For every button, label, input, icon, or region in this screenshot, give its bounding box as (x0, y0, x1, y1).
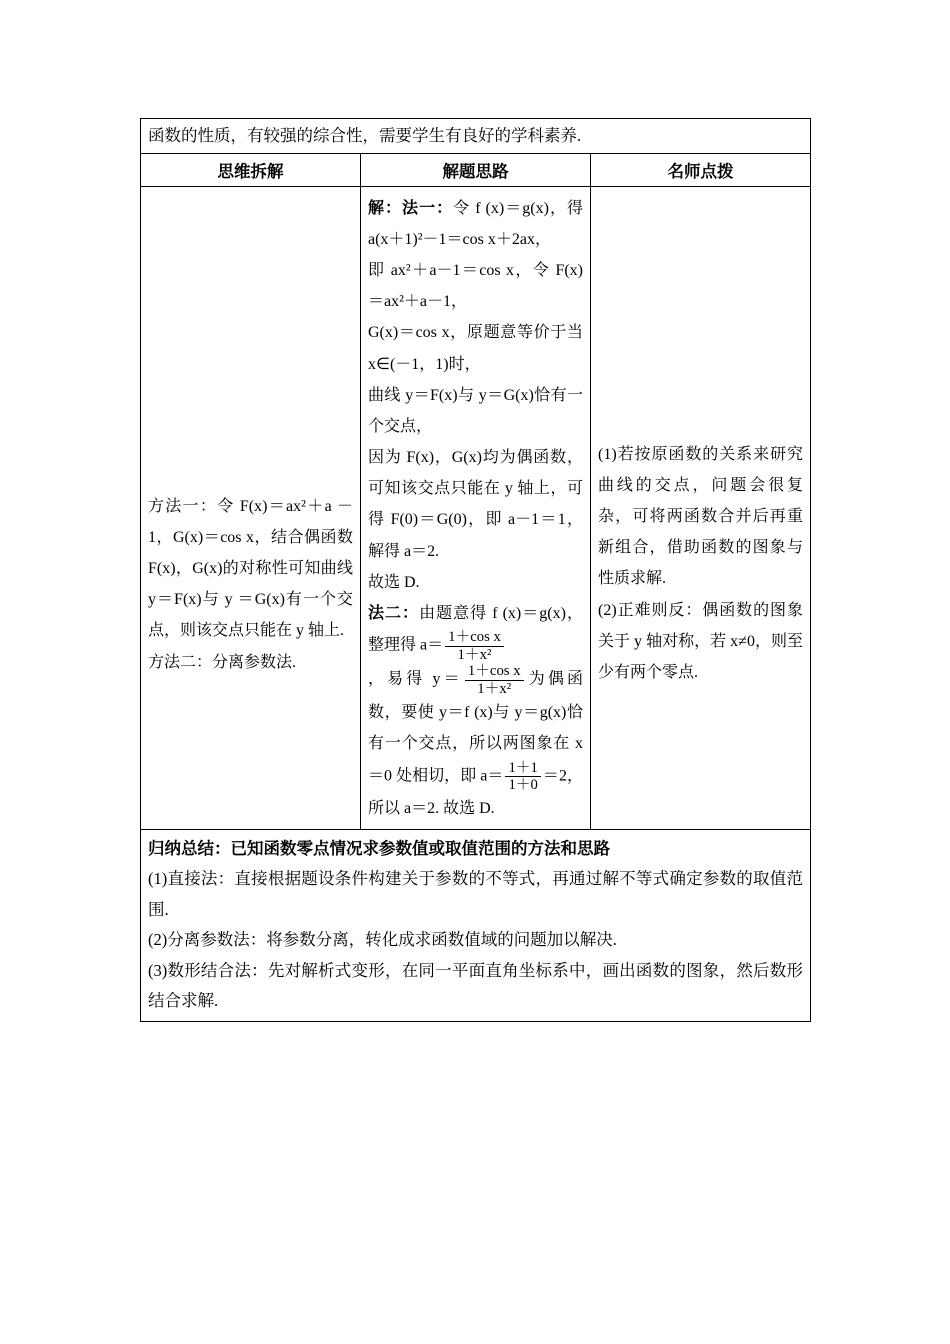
thinking-method-two-text: 分离参数法. (212, 653, 297, 671)
table-row-summary (141, 829, 811, 1021)
summary-heading (148, 834, 803, 865)
solution-line-7-text: 由题意得 f (x)＝g(x)，整理得 a＝ (368, 605, 583, 654)
solution-line-3: G(x)＝cos x，原题意等价于当 x∈(－1，1)时， (368, 324, 583, 373)
solution-line-8-text-b: 为偶函数，要使 y＝f (x)与 y＝g(x)恰有一个交点，所以两图象在 x＝0 处相切，即 a＝ (368, 670, 583, 785)
fraction-1-denominator: 1＋x² (445, 646, 504, 663)
solution-content (368, 191, 583, 825)
solution-line-2: 即 ax²＋a－1＝cos x，令 F(x)＝ax²＋a－1， (368, 261, 583, 311)
summary-paragraph-2: (2)分离参数法：将参数分离，转化成求函数值域的问题加以解决. (148, 930, 617, 950)
summary-paragraph-1: (1)直接法：直接根据题设条件构建关于参数的不等式，再通过解不等式确定参数的取值范围. (148, 869, 803, 919)
table-row-headers (141, 153, 811, 186)
top-note-cell: 函数的性质，有较强的综合性，需要学生有良好的学科素养. (141, 119, 811, 154)
solution-line-5: 因为 F(x)，G(x)均为偶函数，可知该交点只能在 y 轴上，可得 F(0)＝G(0)，即 a－1＝1，解得 a＝2. (368, 449, 583, 560)
solution-line-1-text: 令 f (x)＝g(x)，得 a(x＋1)²－1＝cos x＋2ax， (368, 199, 583, 248)
fraction-3-numerator: 1＋1 (508, 759, 538, 776)
thinking-method-two-label: 方法二： (148, 653, 213, 671)
summary-title-label: 归纳总结： (148, 838, 231, 858)
lesson-table (140, 118, 811, 1022)
solution-line-8 (368, 663, 583, 825)
solution-line-1 (368, 193, 583, 255)
solution-method-one-label: 解：法一： (368, 199, 454, 217)
tips-paragraph-2: (2)正难则反：偶函数的图象关于 y 轴对称，若 x≠0，则至少有两个零点. (598, 601, 803, 681)
thinking-method-one (148, 491, 353, 647)
thinking-method-two (148, 647, 353, 678)
fraction-2-numerator: 1＋cos x (467, 663, 521, 680)
fraction-3 (505, 760, 540, 794)
tips-paragraph-1: (1)若按原函数的关系来研究曲线的交点，问题会很复杂，可将两函数合并后再重新组合，借助函数的图象与性质求解. (598, 445, 803, 588)
summary-title-rest: 已知函数零点情况求参数值或取值范围的方法和思路 (230, 838, 610, 858)
summary-paragraph-3: (3)数形结合法：先对解析式变形，在同一平面直角坐标系中，画出函数的图象，然后数形结合求解. (148, 960, 803, 1011)
solution-line-7 (368, 598, 583, 663)
solution-line-9-text: ＝2，所以 a＝2. 故选 D. (368, 767, 583, 818)
thinking-content (148, 191, 353, 678)
tips-content (598, 191, 803, 689)
solution-method-two-label: 法二： (368, 605, 420, 622)
solution-line-6: 故选 D. (368, 573, 420, 591)
header-thinking: 思维拆解 (141, 153, 361, 186)
thinking-method-one-text: 令 F(x)＝ax²＋a －1，G(x)＝cos x，结合偶函数 F(x)，G(x)的对称性可知曲线 y＝F(x)与 y ＝G(x)有一个交点，则该交点只能在 y 轴上. (148, 497, 353, 640)
table-row-top-note (141, 119, 811, 154)
cell-thinking (141, 186, 361, 829)
summary-cell (141, 829, 811, 1021)
cell-tips (591, 186, 811, 829)
solution-line-4: 曲线 y＝F(x)与 y＝G(x)恰有一个交点， (368, 386, 583, 435)
solution-line-8-text-a: ，易得 y＝ (368, 670, 463, 688)
table-row-body (141, 186, 811, 829)
cell-solution (361, 186, 591, 829)
fraction-1 (445, 629, 504, 663)
fraction-2-denominator: 1＋x² (465, 680, 524, 697)
fraction-1-numerator: 1＋cos x (448, 629, 501, 646)
fraction-2 (465, 663, 524, 697)
thinking-method-one-label: 方法一： (148, 497, 218, 515)
fraction-3-denominator: 1＋0 (505, 776, 540, 793)
header-solution: 解题思路 (361, 153, 591, 186)
header-tips: 名师点拨 (591, 153, 811, 186)
